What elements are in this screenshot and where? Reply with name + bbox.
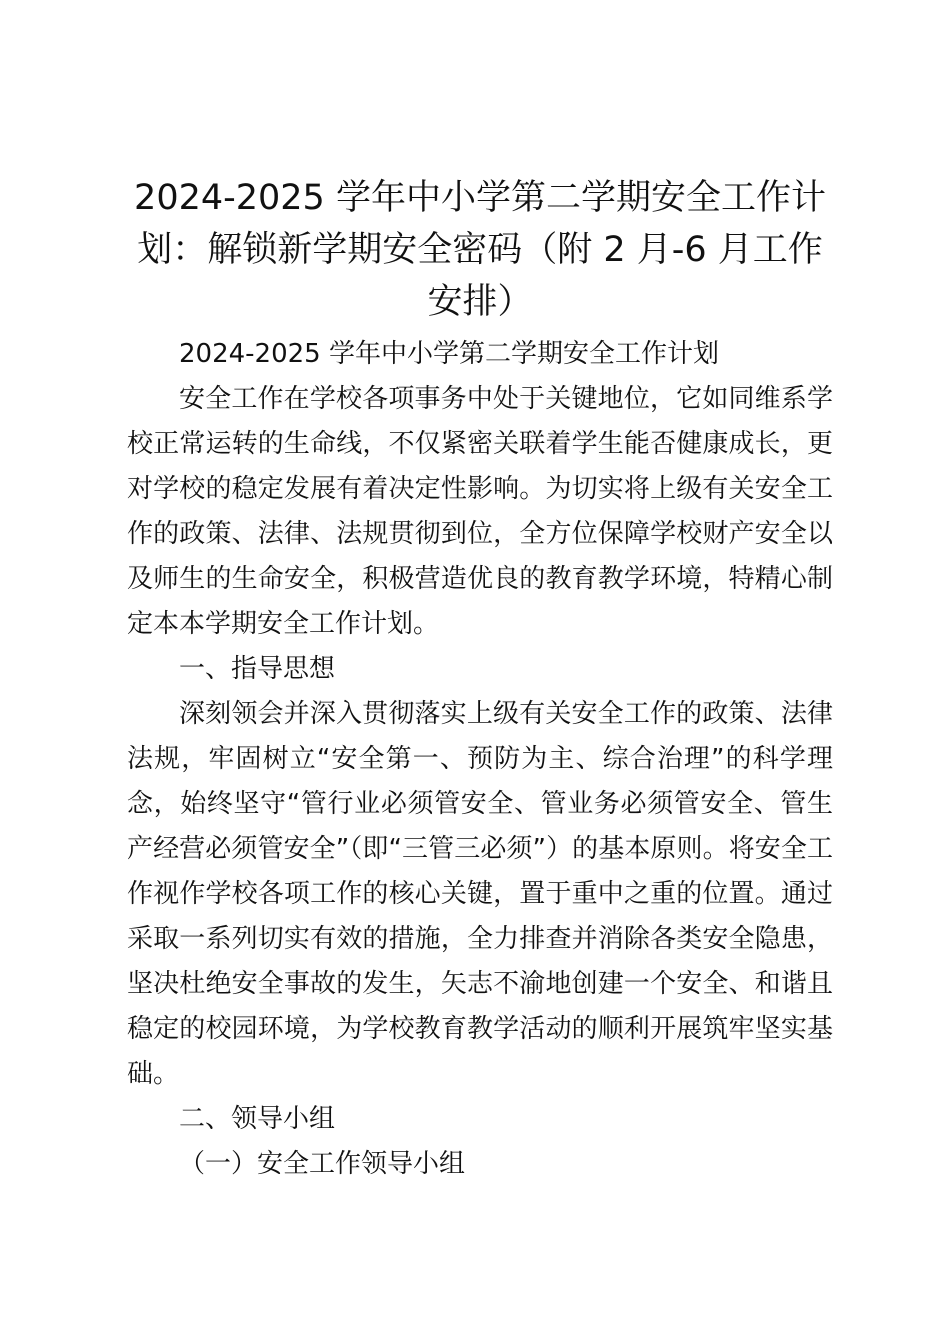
section-heading-leadership-group: 二、领导小组: [179, 1104, 336, 1134]
document-body: [127, 172, 833, 1187]
subsection-heading-safety-leadership: （一）安全工作领导小组: [179, 1149, 466, 1179]
guiding-ideology-paragraph: 深刻领会并深入贯彻落实上级有关安全工作的政策、法律法规，牢固树立“安全第一、预防为主、综合治理”的科学理念，始终坚守“管行业必须管安全、管业务必须管安全、管生产经营必须管安全”（即“三管三必须”）的基本原则。将安全工作视作学校各项工作的核心关键，置于重中之重的位置。通过采取一系列切实有效的措施，全力排查并消除各类安全隐患，坚决杜绝安全事故的发生，矢志不渝地创建一个安全、和谐且稳定的校园环境，为学校教育教学活动的顺利开展筑牢坚实基础。: [127, 699, 833, 1089]
document-title: 2024-2025 学年中小学第二学期安全工作计划：解锁新学期安全密码（附 2 月-6 月工作安排）: [134, 178, 826, 322]
intro-paragraph: 安全工作在学校各项事务中处于关键地位，它如同维系学校正常运转的生命线，不仅紧密关联着学生能否健康成长，更对学校的稳定发展有着决定性影响。为切实将上级有关安全工作的政策、法律、法规贯彻到位，全方位保障学校财产安全以及师生的生命安全，积极营造优良的教育教学环境，特精心制定本本学期安全工作计划。: [127, 384, 833, 639]
document-subtitle: 2024-2025 学年中小学第二学期安全工作计划: [179, 339, 719, 369]
section-heading-guiding-ideology: 一、指导思想: [179, 654, 336, 684]
